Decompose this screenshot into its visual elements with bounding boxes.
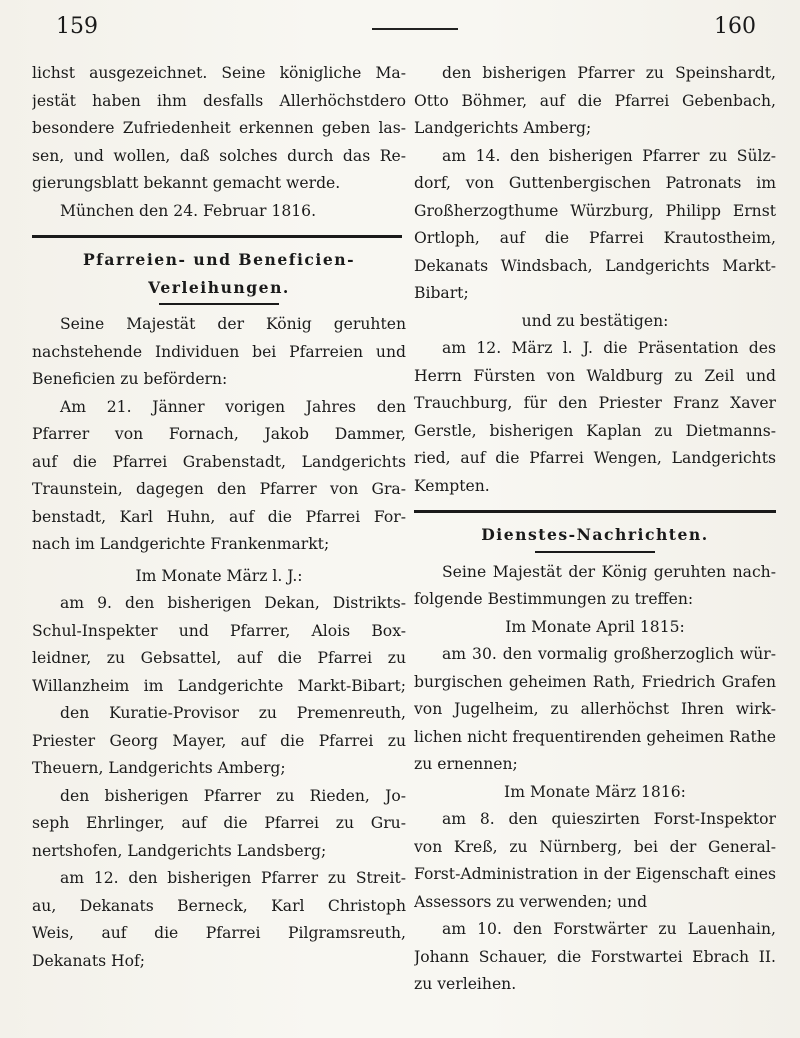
date-subheading: Im Monate April 1815:	[505, 617, 685, 636]
text-line: Otto Böhmer, auf die Pfarrei Gebenbach,	[414, 91, 776, 110]
text-line: Dekanats Windsbach, Landgerichts Markt-	[414, 256, 776, 275]
section-heading: Verleihungen.	[148, 277, 290, 297]
text-line: benstadt, Karl Huhn, auf die Pfarrei For-	[32, 507, 406, 526]
text-line: Am 21. Jänner vorigen Jahres den	[60, 397, 406, 416]
section-divider	[414, 510, 776, 513]
text-line: Trauchburg, für den Priester Franz Xaver	[414, 394, 776, 412]
text-line: Forst-Administration in der Eigenschaft eines	[414, 865, 776, 883]
header-rule	[372, 28, 458, 30]
text-line: burgischen geheimen Rath, Friedrich Grafen	[414, 672, 776, 691]
text-line: Beneficien zu befördern:	[32, 370, 228, 388]
page-number-left: 159	[56, 14, 98, 39]
date-subheading: Im Monate März 1816:	[504, 782, 686, 801]
text-line: am 10. den Forstwärter zu Lauenhain,	[442, 920, 776, 938]
text-line: Johann Schauer, die Forstwartei Ebrach II.	[414, 947, 776, 966]
text-line: Kempten.	[414, 476, 490, 495]
text-line: Herrn Fürsten von Waldburg zu Zeil und	[414, 366, 776, 385]
text-line: am 12. den bisherigen Pfarrer zu Streit-	[60, 869, 406, 887]
text-line: von Jugelheim, zu allerhöchst Ihren wirk-	[414, 700, 776, 718]
text-line: nach im Landgerichte Frankenmarkt;	[32, 535, 330, 553]
text-line: zu verleihen.	[414, 975, 517, 993]
text-line: sen, und wollen, daß solches durch das Re-	[32, 146, 406, 165]
text-line: von Kreß, zu Nürnberg, bei der General-	[414, 837, 776, 856]
date-subheading: und zu bestätigen:	[521, 311, 669, 330]
page-number-right: 160	[714, 14, 756, 39]
text-line: Theuern, Landgerichts Amberg;	[32, 759, 286, 777]
text-line: besondere Zufriedenheit erkennen geben las-	[32, 119, 406, 137]
text-line: Schul-Inspekter und Pfarrer, Alois Box-	[32, 621, 406, 640]
text-line: Dekanats Hof;	[32, 951, 146, 970]
text-line: am 30. den vormalig großherzoglich wür-	[442, 645, 776, 663]
text-line: lichst ausgezeichnet. Seine königliche Ma-	[32, 64, 406, 82]
text-line: Assessors zu verwenden; und	[414, 892, 648, 911]
heading-underline	[159, 303, 279, 305]
text-line: am 9. den bisherigen Dekan, Distrikts-	[60, 594, 406, 612]
text-line: Gerstle, bisherigen Kaplan zu Dietmanns-	[414, 421, 776, 440]
section-heading: Dienstes-Nachrichten.	[481, 525, 709, 544]
text-line: Bibart;	[414, 284, 469, 302]
text-line: den Kuratie-Provisor zu Premenreuth,	[60, 704, 406, 722]
text-line: seph Ehrlinger, auf die Pfarrei zu Gru-	[32, 814, 406, 832]
date-subheading: Im Monate März l. J.:	[135, 566, 303, 585]
text-line: Landgerichts Amberg;	[414, 119, 592, 137]
text-line: Seine Majestät der König geruhten nach-	[442, 562, 776, 581]
text-line: nertshofen, Landgerichts Landsberg;	[32, 841, 327, 860]
text-line: dorf, von Guttenbergischen Patronats im	[414, 174, 776, 192]
left-column	[32, 60, 406, 975]
section-divider	[32, 235, 402, 238]
text-line: am 8. den quieszirten Forst-Inspektor	[442, 810, 776, 828]
text-line: am 12. März l. J. die Präsentation des	[442, 339, 776, 357]
text-line: gierungsblatt bekannt gemacht werde.	[32, 174, 341, 192]
text-line: Ortloph, auf die Pfarrei Krautostheim,	[414, 229, 776, 247]
text-line: folgende Bestimmungen zu treffen:	[414, 590, 694, 608]
text-line: zu ernennen;	[414, 755, 518, 773]
text-line: den bisherigen Pfarrer zu Rieden, Jo-	[60, 786, 406, 805]
text-line: au, Dekanats Berneck, Karl Christoph	[32, 896, 406, 915]
text-line: Pfarrer von Fornach, Jakob Dammer,	[32, 425, 406, 443]
text-line: Weis, auf die Pfarrei Pilgramsreuth,	[32, 924, 406, 942]
text-line: leidner, zu Gebsattel, auf die Pfarrei zu	[32, 649, 406, 667]
text-line: ried, auf die Pfarrei Wengen, Landgerichts	[414, 449, 776, 467]
text-line: am 14. den bisherigen Pfarrer zu Sülz-	[442, 146, 776, 165]
right-column	[414, 60, 776, 999]
section-heading: Pfarreien- und Beneficien-	[82, 250, 356, 269]
text-line: lichen nicht frequentirenden geheimen Rathe	[414, 727, 776, 746]
text-line: den bisherigen Pfarrer zu Speinshardt,	[442, 64, 776, 82]
text-line: München den 24. Februar 1816.	[60, 201, 317, 220]
heading-underline	[535, 551, 655, 553]
text-line: Willanzheim im Landgerichte Markt-Bibart;	[32, 676, 406, 695]
text-line: jestät haben ihm desfalls Allerhöchstdero	[32, 91, 406, 110]
text-line: Seine Majestät der König geruhten	[60, 315, 406, 333]
text-line: Traunstein, dagegen den Pfarrer von Gra-	[32, 480, 406, 498]
text-line: auf die Pfarrei Grabenstadt, Landgerichts	[32, 452, 406, 471]
text-line: nachstehende Individuen bei Pfarreien und	[32, 342, 406, 361]
text-line: Großherzogthume Würzburg, Philipp Ernst	[414, 201, 776, 220]
text-line: Priester Georg Mayer, auf die Pfarrei zu	[32, 731, 406, 750]
